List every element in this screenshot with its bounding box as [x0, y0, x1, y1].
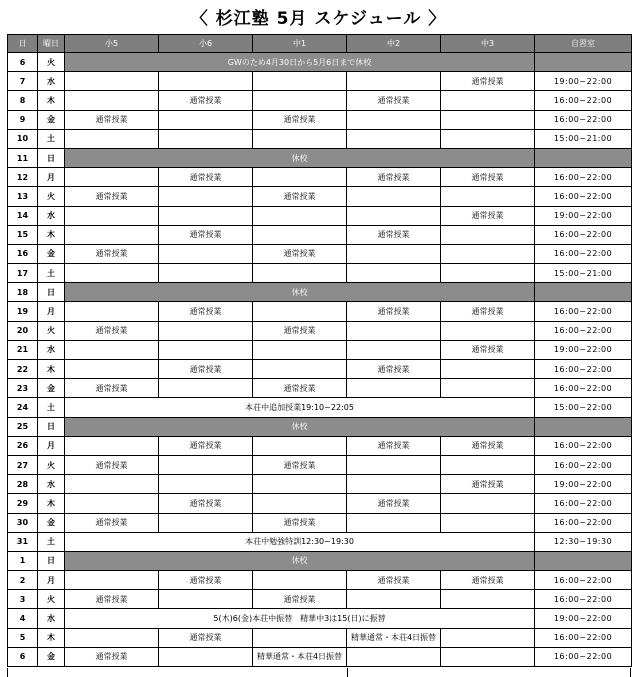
- class-cell: [347, 340, 441, 359]
- class-cell: [347, 264, 441, 283]
- class-cell: 通常授業: [159, 360, 253, 379]
- day-cell: 27: [8, 455, 38, 474]
- weekday-cell: 火: [38, 455, 65, 474]
- table-row: [8, 129, 632, 148]
- class-cell: [347, 187, 441, 206]
- table-row: [8, 551, 632, 570]
- class-cell: [253, 206, 347, 225]
- table-continuation: [7, 668, 631, 677]
- class-cell: [159, 340, 253, 359]
- header-jh-3: 中3: [441, 35, 535, 53]
- table-row: [8, 590, 632, 609]
- header-jh-1: 中1: [253, 35, 347, 53]
- class-cell: [253, 91, 347, 110]
- class-cell: [441, 91, 535, 110]
- closed-cell: 休校: [65, 283, 535, 302]
- table-row: [8, 72, 632, 91]
- class-cell: 通常授業: [65, 110, 159, 129]
- study-room-cell: [535, 283, 632, 302]
- class-cell: [159, 647, 253, 666]
- class-cell: [65, 302, 159, 321]
- class-cell: [441, 129, 535, 148]
- study-room-cell: 16:00~22:00: [535, 302, 632, 321]
- study-room-cell: 16:00~22:00: [535, 590, 632, 609]
- table-row: [8, 244, 632, 263]
- table-row: [8, 206, 632, 225]
- class-cell: [253, 494, 347, 513]
- table-row: [8, 455, 632, 474]
- table-row: [8, 571, 632, 590]
- class-cell: [347, 321, 441, 340]
- class-cell: [159, 129, 253, 148]
- class-cell: [65, 72, 159, 91]
- study-room-cell: 15:00~22:00: [535, 398, 632, 417]
- table-row: [8, 264, 632, 283]
- class-cell: 精華通常・本荘4日振替: [253, 647, 347, 666]
- header-weekday: 曜日: [38, 35, 65, 53]
- class-cell: 通常授業: [65, 647, 159, 666]
- weekday-cell: 水: [38, 72, 65, 91]
- class-cell: [159, 513, 253, 532]
- weekday-cell: 土: [38, 129, 65, 148]
- study-room-cell: 16:00~22:00: [535, 436, 632, 455]
- study-room-cell: 16:00~22:00: [535, 187, 632, 206]
- table-row: [8, 436, 632, 455]
- class-cell: 精華通常・本荘4日振替: [347, 628, 441, 647]
- class-cell: [441, 321, 535, 340]
- class-cell: [441, 110, 535, 129]
- day-cell: 6: [8, 53, 38, 72]
- table-row: [8, 340, 632, 359]
- day-cell: 20: [8, 321, 38, 340]
- table-row: [8, 168, 632, 187]
- table-row: [8, 302, 632, 321]
- day-cell: 15: [8, 225, 38, 244]
- weekday-cell: 日: [38, 417, 65, 436]
- class-cell: [441, 494, 535, 513]
- day-cell: 29: [8, 494, 38, 513]
- table-row: [8, 283, 632, 302]
- day-cell: 10: [8, 129, 38, 148]
- note-cell: 本荘中勉強特訓12:30~19:30: [65, 532, 535, 551]
- class-cell: [159, 244, 253, 263]
- class-cell: 通常授業: [159, 628, 253, 647]
- class-cell: [159, 72, 253, 91]
- day-cell: 30: [8, 513, 38, 532]
- table-row: [8, 53, 632, 72]
- class-cell: [65, 225, 159, 244]
- class-cell: 通常授業: [253, 110, 347, 129]
- weekday-cell: 日: [38, 283, 65, 302]
- study-room-cell: 19:00~22:00: [535, 340, 632, 359]
- class-cell: 通常授業: [347, 436, 441, 455]
- day-cell: 31: [8, 532, 38, 551]
- class-cell: [441, 513, 535, 532]
- class-cell: 通常授業: [159, 168, 253, 187]
- weekday-cell: 金: [38, 110, 65, 129]
- header-row: [8, 35, 632, 53]
- weekday-cell: 水: [38, 340, 65, 359]
- study-room-cell: 19:00~22:00: [535, 475, 632, 494]
- study-room-cell: 16:00~22:00: [535, 494, 632, 513]
- weekday-cell: 水: [38, 206, 65, 225]
- note-cell: 本荘中追加授業19:10~22:05: [65, 398, 535, 417]
- schedule-body: [8, 53, 632, 667]
- class-cell: [441, 628, 535, 647]
- class-cell: 通常授業: [253, 379, 347, 398]
- class-cell: [347, 475, 441, 494]
- class-cell: [347, 206, 441, 225]
- class-cell: [347, 379, 441, 398]
- class-cell: [253, 225, 347, 244]
- day-cell: 8: [8, 91, 38, 110]
- day-cell: 6: [8, 647, 38, 666]
- closed-cell: 休校: [65, 148, 535, 167]
- class-cell: [65, 494, 159, 513]
- study-room-cell: [535, 551, 632, 570]
- day-cell: 25: [8, 417, 38, 436]
- class-cell: 通常授業: [347, 302, 441, 321]
- class-cell: [253, 129, 347, 148]
- header-grade-5: 小5: [65, 35, 159, 53]
- class-cell: 通常授業: [347, 571, 441, 590]
- study-room-cell: 19:00~22:00: [535, 609, 632, 628]
- table-row: [8, 417, 632, 436]
- header-day: 日: [8, 35, 38, 53]
- weekday-cell: 月: [38, 168, 65, 187]
- study-room-cell: 15:00~21:00: [535, 264, 632, 283]
- class-cell: 通常授業: [159, 91, 253, 110]
- class-cell: [441, 379, 535, 398]
- class-cell: [441, 187, 535, 206]
- class-cell: 通常授業: [441, 571, 535, 590]
- table-row: [8, 609, 632, 628]
- class-cell: 通常授業: [441, 206, 535, 225]
- class-cell: 通常授業: [441, 72, 535, 91]
- class-cell: [65, 475, 159, 494]
- day-cell: 1: [8, 551, 38, 570]
- schedule-table: [7, 34, 632, 667]
- study-room-cell: 16:00~22:00: [535, 321, 632, 340]
- class-cell: 通常授業: [441, 436, 535, 455]
- class-cell: [65, 206, 159, 225]
- class-cell: 通常授業: [65, 513, 159, 532]
- class-cell: [441, 360, 535, 379]
- class-cell: [65, 340, 159, 359]
- class-cell: [253, 571, 347, 590]
- closed-cell: 休校: [65, 417, 535, 436]
- class-cell: [159, 379, 253, 398]
- class-cell: 通常授業: [441, 475, 535, 494]
- study-room-cell: 16:00~22:00: [535, 225, 632, 244]
- weekday-cell: 金: [38, 647, 65, 666]
- class-cell: [347, 590, 441, 609]
- class-cell: 通常授業: [253, 513, 347, 532]
- class-cell: 通常授業: [253, 590, 347, 609]
- class-cell: [347, 244, 441, 263]
- day-cell: 11: [8, 148, 38, 167]
- weekday-cell: 木: [38, 494, 65, 513]
- class-cell: 通常授業: [347, 360, 441, 379]
- class-cell: [65, 571, 159, 590]
- weekday-cell: 月: [38, 302, 65, 321]
- weekday-cell: 土: [38, 398, 65, 417]
- class-cell: [65, 129, 159, 148]
- table-row: [8, 360, 632, 379]
- weekday-cell: 土: [38, 532, 65, 551]
- class-cell: 通常授業: [441, 340, 535, 359]
- study-room-cell: 16:00~22:00: [535, 91, 632, 110]
- class-cell: 通常授業: [65, 590, 159, 609]
- study-room-cell: [535, 53, 632, 72]
- day-cell: 12: [8, 168, 38, 187]
- day-cell: 2: [8, 571, 38, 590]
- day-cell: 9: [8, 110, 38, 129]
- page-title: 〈 杉江塾 5月 スケジュール 〉: [190, 9, 447, 29]
- class-cell: [253, 475, 347, 494]
- weekday-cell: 日: [38, 148, 65, 167]
- weekday-cell: 水: [38, 475, 65, 494]
- class-cell: 通常授業: [65, 187, 159, 206]
- class-cell: [65, 360, 159, 379]
- class-cell: 通常授業: [347, 225, 441, 244]
- class-cell: 通常授業: [65, 244, 159, 263]
- class-cell: 通常授業: [159, 302, 253, 321]
- class-cell: 通常授業: [159, 225, 253, 244]
- class-cell: 通常授業: [65, 455, 159, 474]
- day-cell: 19: [8, 302, 38, 321]
- class-cell: [347, 513, 441, 532]
- class-cell: [159, 455, 253, 474]
- day-cell: 26: [8, 436, 38, 455]
- day-cell: 4: [8, 609, 38, 628]
- table-row: [8, 628, 632, 647]
- weekday-cell: 金: [38, 379, 65, 398]
- class-cell: 通常授業: [159, 494, 253, 513]
- day-cell: 17: [8, 264, 38, 283]
- weekday-cell: 金: [38, 244, 65, 263]
- class-cell: [441, 455, 535, 474]
- table-row: [8, 110, 632, 129]
- class-cell: 通常授業: [65, 379, 159, 398]
- table-row: [8, 187, 632, 206]
- class-cell: 通常授業: [347, 91, 441, 110]
- weekday-cell: 火: [38, 53, 65, 72]
- day-cell: 7: [8, 72, 38, 91]
- study-room-cell: 12:30~19:30: [535, 532, 632, 551]
- table-row: [8, 225, 632, 244]
- day-cell: 16: [8, 244, 38, 263]
- table-row: [8, 475, 632, 494]
- class-cell: 通常授業: [253, 455, 347, 474]
- class-cell: [441, 264, 535, 283]
- day-cell: 21: [8, 340, 38, 359]
- day-cell: 23: [8, 379, 38, 398]
- day-cell: 14: [8, 206, 38, 225]
- class-cell: [159, 590, 253, 609]
- class-cell: [159, 475, 253, 494]
- study-room-cell: [535, 417, 632, 436]
- study-room-cell: 16:00~22:00: [535, 513, 632, 532]
- day-cell: 22: [8, 360, 38, 379]
- day-cell: 28: [8, 475, 38, 494]
- closed-cell: GWのため4月30日から5月6日まで休校: [65, 53, 535, 72]
- header-jh-2: 中2: [347, 35, 441, 53]
- table-row: [8, 513, 632, 532]
- class-cell: [159, 187, 253, 206]
- study-room-cell: 15:00~21:00: [535, 129, 632, 148]
- class-cell: 通常授業: [253, 244, 347, 263]
- class-cell: [253, 340, 347, 359]
- study-room-cell: 19:00~22:00: [535, 72, 632, 91]
- class-cell: 通常授業: [253, 187, 347, 206]
- class-cell: [253, 264, 347, 283]
- class-cell: 通常授業: [159, 436, 253, 455]
- header-study-room: 自習室: [535, 35, 632, 53]
- class-cell: 通常授業: [65, 321, 159, 340]
- weekday-cell: 火: [38, 590, 65, 609]
- study-room-cell: 16:00~22:00: [535, 455, 632, 474]
- class-cell: [65, 436, 159, 455]
- class-cell: [253, 436, 347, 455]
- weekday-cell: 水: [38, 609, 65, 628]
- day-cell: 13: [8, 187, 38, 206]
- class-cell: [65, 264, 159, 283]
- class-cell: [441, 647, 535, 666]
- class-cell: [441, 590, 535, 609]
- class-cell: [159, 110, 253, 129]
- class-cell: [65, 91, 159, 110]
- study-room-cell: 16:00~22:00: [535, 244, 632, 263]
- table-row: [8, 148, 632, 167]
- weekday-cell: 月: [38, 571, 65, 590]
- class-cell: [347, 455, 441, 474]
- class-cell: [253, 168, 347, 187]
- class-cell: [159, 321, 253, 340]
- weekday-cell: 火: [38, 187, 65, 206]
- class-cell: [441, 244, 535, 263]
- weekday-cell: 火: [38, 321, 65, 340]
- class-cell: [65, 168, 159, 187]
- weekday-cell: 月: [38, 436, 65, 455]
- study-room-cell: 16:00~22:00: [535, 379, 632, 398]
- class-cell: [347, 110, 441, 129]
- class-cell: 通常授業: [159, 571, 253, 590]
- weekday-cell: 土: [38, 264, 65, 283]
- class-cell: [347, 72, 441, 91]
- class-cell: [253, 72, 347, 91]
- study-room-cell: 16:00~22:00: [535, 168, 632, 187]
- day-cell: 18: [8, 283, 38, 302]
- header-grade-6: 小6: [159, 35, 253, 53]
- day-cell: 3: [8, 590, 38, 609]
- table-row: [8, 398, 632, 417]
- weekday-cell: 金: [38, 513, 65, 532]
- study-room-cell: 16:00~22:00: [535, 647, 632, 666]
- class-cell: [65, 628, 159, 647]
- class-cell: 通常授業: [441, 168, 535, 187]
- class-cell: 通常授業: [347, 494, 441, 513]
- weekday-cell: 木: [38, 91, 65, 110]
- study-room-cell: 16:00~22:00: [535, 110, 632, 129]
- day-cell: 24: [8, 398, 38, 417]
- study-room-cell: 16:00~22:00: [535, 628, 632, 647]
- table-row: [8, 379, 632, 398]
- class-cell: 通常授業: [253, 321, 347, 340]
- day-cell: 5: [8, 628, 38, 647]
- weekday-cell: 木: [38, 225, 65, 244]
- weekday-cell: 木: [38, 360, 65, 379]
- class-cell: [253, 360, 347, 379]
- weekday-cell: 日: [38, 551, 65, 570]
- class-cell: [159, 206, 253, 225]
- closed-cell: 休校: [65, 551, 535, 570]
- table-row: [8, 91, 632, 110]
- class-cell: 通常授業: [347, 168, 441, 187]
- class-cell: [159, 264, 253, 283]
- class-cell: [441, 225, 535, 244]
- table-row: [8, 532, 632, 551]
- class-cell: [347, 647, 441, 666]
- study-room-cell: 19:00~22:00: [535, 206, 632, 225]
- study-room-cell: 16:00~22:00: [535, 360, 632, 379]
- table-row: [8, 494, 632, 513]
- class-cell: 通常授業: [441, 302, 535, 321]
- study-room-cell: [535, 148, 632, 167]
- table-row: [8, 321, 632, 340]
- note-cell: 5(木)6(金)本荘中振替 精華中3は15(日)に振替: [65, 609, 535, 628]
- class-cell: [347, 129, 441, 148]
- study-room-cell: 16:00~22:00: [535, 571, 632, 590]
- weekday-cell: 木: [38, 628, 65, 647]
- class-cell: [253, 628, 347, 647]
- table-row: [8, 647, 632, 666]
- class-cell: [253, 302, 347, 321]
